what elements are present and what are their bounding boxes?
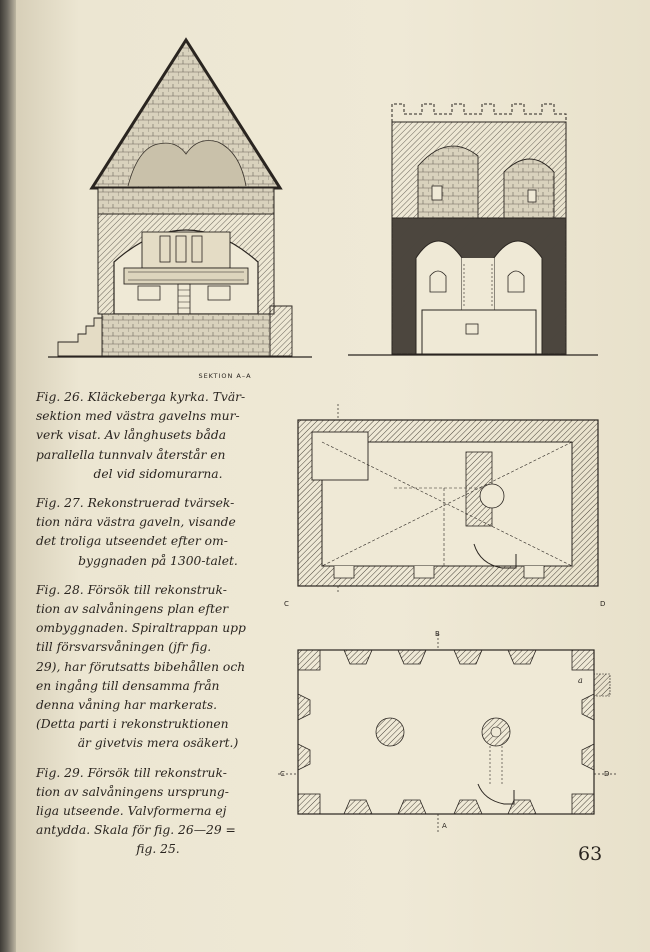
caption-line: Fig. 28. Försök till rekonstruk-: [36, 582, 227, 597]
caption-line: det troliga utseendet efter om-: [36, 534, 228, 549]
page-number: 63: [578, 843, 603, 865]
figure-26-section-drawing: [48, 36, 318, 368]
book-spine-shadow: [0, 0, 16, 952]
figure-captions: [36, 388, 280, 870]
caption-line: ombyggnaden. Spiraltrappan upp: [36, 621, 246, 636]
caption-line: verk visat. Av långhusets båda: [36, 428, 227, 443]
caption-fig-28: [36, 581, 280, 754]
caption-line: liga utseende. Valvformerna ej: [36, 804, 227, 819]
fig29-mark-c: C: [280, 770, 285, 778]
caption-line: 29), har förutsatts bibehållen och: [36, 659, 246, 674]
fig29-mark-d: D: [604, 770, 610, 778]
fig29-mark-b: B: [435, 630, 440, 638]
caption-fig-29: [36, 764, 280, 860]
fig29-mark-a-upper: A: [442, 822, 447, 830]
caption-line: denna våning har markerats.: [36, 698, 218, 713]
caption-line: en ingång till densamma från: [36, 678, 220, 693]
figure-28-plan-after-rebuild: [294, 404, 604, 592]
caption-line: Fig. 29. Försök till rekonstruk-: [36, 765, 227, 780]
caption-line: tion nära västra gaveln, visande: [36, 515, 236, 530]
figure-29-original-plan: [278, 634, 618, 832]
caption-line: tion av salvåningens plan efter: [36, 602, 229, 617]
caption-line: byggnaden på 1300-talet.: [78, 553, 238, 568]
caption-line: Fig. 26. Kläckeberga kyrka. Tvär-: [36, 390, 246, 404]
caption-fig-26: [36, 388, 280, 484]
caption-line: parallella tunnvalv återstår en: [36, 447, 226, 462]
fig28-mark-d: D: [600, 600, 606, 608]
caption-fig-27: [36, 494, 280, 571]
caption-line: del vid sidomurarna.: [93, 466, 223, 481]
caption-line: till försvarsvåningen (jfr fig.: [36, 640, 212, 655]
fig28-mark-c: C: [284, 600, 289, 608]
figure-27-reconstructed-section: [348, 96, 598, 358]
caption-line: är givetvis mera osäkert.): [77, 736, 239, 751]
fig29-mark-a-lower: a: [578, 676, 583, 685]
caption-line: fig. 25.: [136, 842, 180, 857]
caption-line: sektion med västra gavelns mur-: [36, 409, 240, 424]
caption-line: (Detta parti i rekonstruktionen: [36, 717, 229, 732]
caption-line: tion av salvåningens ursprung-: [36, 784, 229, 799]
section-label: SEKTION A–A: [198, 372, 252, 380]
caption-line: Fig. 27. Rekonstruerad tvärsek-: [36, 496, 235, 511]
caption-line: antydda. Skala för fig. 26—29 =: [36, 823, 236, 838]
